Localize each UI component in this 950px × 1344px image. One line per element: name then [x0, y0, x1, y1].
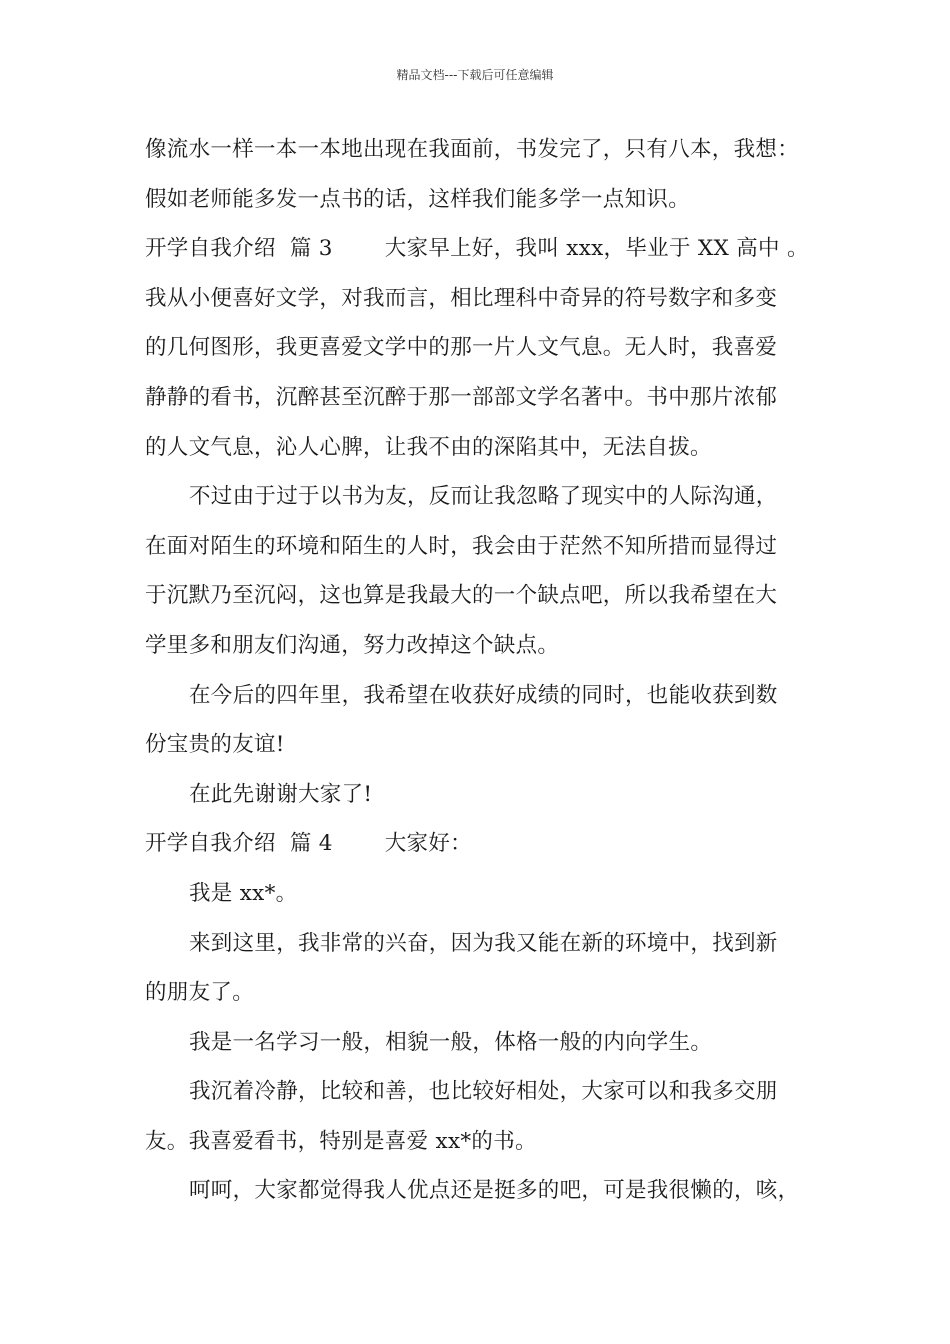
paragraph-line: 在面对陌生的环境和陌生的人时，我会由于茫然不知所措而显得过 — [145, 533, 778, 559]
paragraph-line: 我是 xx*。 — [189, 880, 298, 906]
paragraph-line: 在此先谢谢大家了! — [189, 781, 373, 807]
page-header: 精品文档---下载后可任意编辑 — [396, 68, 554, 82]
paragraph-line: 呵呵，大家都觉得我人优点还是挺多的吧，可是我很懒的，咳， — [189, 1178, 800, 1204]
paragraph-line: 像流水一样一本一本地出现在我面前，书发完了，只有八本，我想： — [145, 137, 800, 162]
section-heading-3 — [145, 224, 825, 274]
paragraph-line: 的几何图形，我更喜爱文学中的那一片人文气息。无人时，我喜爱 — [145, 335, 778, 361]
paragraph-line: 静静的看书，沉醉甚至沉醉于那一部部文学名著中。书中那片浓郁 — [145, 384, 778, 410]
paragraph-line: 友。我喜爱看书，特别是喜爱 xx*的书。 — [145, 1128, 537, 1154]
paragraph-line: 份宝贵的友谊! — [145, 732, 285, 758]
paragraph-line: 不过由于过于以书为友，反而让我忽略了现实中的人际沟通， — [189, 484, 778, 510]
paragraph-line: 我从小便喜好文学，对我而言，相比理科中奇异的符号数字和多变 — [145, 285, 778, 311]
section-heading-4 — [145, 819, 825, 869]
document-body — [145, 125, 825, 1216]
section-opening: 大家早上好，我叫 xxx，毕业于 XX 高中 。 — [384, 236, 809, 262]
paragraph-line: 的人文气息，沁人心脾，让我不由的深陷其中，无法自拔。 — [145, 434, 712, 460]
section-title: 开学自我介绍 — [145, 236, 276, 262]
paragraph-line: 我沉着冷静，比较和善，也比较好相处，大家可以和我多交朋 — [189, 1079, 778, 1105]
paragraph-line: 在今后的四年里，我希望在收获好成绩的同时，也能收获到数 — [189, 682, 778, 708]
paragraph-line: 假如老师能多发一点书的话，这样我们能多学一点知识。 — [145, 186, 691, 212]
paragraph-line: 我是一名学习一般，相貌一般，体格一般的内向学生。 — [189, 1029, 713, 1055]
section-label: 篇 4 — [289, 831, 333, 857]
paragraph-line: 来到这里，我非常的兴奋，因为我又能在新的环境中，找到新 — [189, 930, 778, 956]
paragraph-line: 于沉默乃至沉闷，这也算是我最大的一个缺点吧，所以我希望在大 — [145, 583, 778, 609]
section-label: 篇 3 — [289, 236, 333, 262]
section-title: 开学自我介绍 — [145, 831, 276, 857]
paragraph-line: 的朋友了。 — [145, 980, 255, 1006]
paragraph-line: 学里多和朋友们沟通，努力改掉这个缺点。 — [145, 632, 560, 658]
section-opening: 大家好： — [384, 831, 472, 857]
